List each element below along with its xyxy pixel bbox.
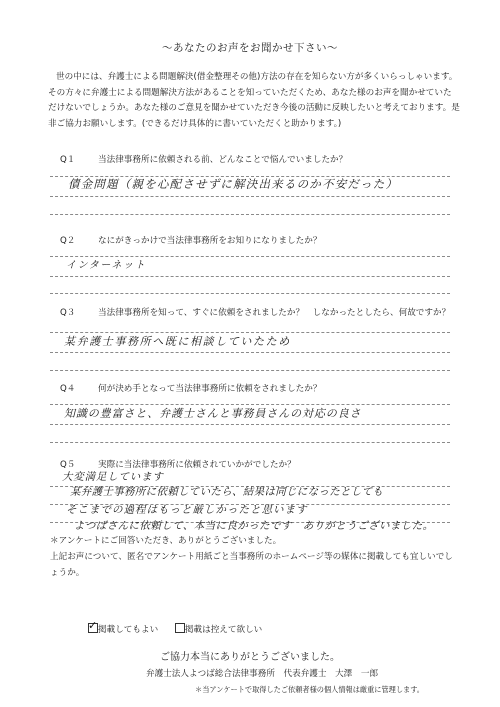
question-text: 当法律事務所を知って、すぐに依頼をされましたか？ しなかったとしたら、何故ですか？	[98, 308, 451, 318]
answer-line	[50, 214, 450, 215]
checkbox-decline[interactable]	[175, 623, 185, 633]
question-number: Q１	[60, 155, 76, 165]
consent-options	[88, 619, 263, 635]
footer-thanks: ご協力本当にありがとうございました。	[160, 652, 340, 663]
answer-5-line-4: よつばさんに依頼して、本当に良かったです ありがとうございました。	[74, 520, 434, 532]
answer-line	[50, 276, 450, 277]
answer-line	[50, 293, 450, 294]
answer-5-line-1: 大変満足しています	[62, 471, 164, 483]
question-number: Q２	[60, 236, 76, 246]
checkbox-agree[interactable]	[88, 619, 98, 633]
question-4	[60, 382, 321, 394]
thanks-note: ＊アンケートにご回答いただき、ありがとうございました。	[50, 536, 282, 546]
question-text: 何が決め手となって当法律事務所に依頼をされましたか？	[98, 384, 322, 394]
answer-line	[50, 196, 450, 197]
option-decline[interactable]	[175, 625, 262, 635]
question-text: なにがきっかけで当法律事務所をお知りになりましたか？	[98, 236, 322, 246]
answer-line	[50, 352, 450, 353]
answer-1-line-1: 債金問題（親を心配させずに解決出来るのか不安だった）	[68, 177, 399, 191]
answer-4-line-1: 知識の豊富さと、弁護士さんと事務員さんの対応の良さ	[64, 407, 362, 420]
option-agree-label: 掲載してもよい	[98, 625, 159, 635]
question-text: 実際に当法律事務所に依頼されていかがでしたか？	[98, 460, 296, 470]
question-text: 当法律事務所に依頼される前、どんなことで悩んでいましたか？	[98, 155, 348, 165]
firm-signature: 弁護士法人よつば総合法律事務所 代表弁護士 大澤 一郎	[146, 669, 379, 679]
option-agree[interactable]	[88, 619, 161, 635]
question-3	[60, 306, 450, 318]
page-title: ～あなたのお声をお聞かせ下さい～	[162, 42, 338, 54]
question-number: Q５	[60, 460, 76, 470]
question-2	[60, 234, 321, 246]
question-1	[60, 153, 347, 165]
answer-2-line-1: インターネット	[66, 260, 147, 271]
answer-3-line-1: 某弁護士事務所へ既に相談していたため	[64, 335, 291, 348]
privacy-note: ＊当アンケートで取得したご依頼者様の個人情報は厳重に管理します。	[195, 685, 424, 694]
question-number: Q４	[60, 384, 76, 394]
answer-line	[50, 442, 450, 443]
answer-line	[50, 370, 450, 371]
consent-question: 上記お声について、匿名でアンケート用紙ごと当事務所のホームページ等の媒体に掲載しても宜しいでしょうか。	[50, 552, 453, 578]
question-number: Q３	[60, 308, 76, 318]
intro-text: 世の中には、弁護士による問題解決(借金整理その他)方法の存在を知らない方が多くいらっしゃいます。その方々に弁護士による問題解決方法があることを知っていただくため、あなた様のお声を聞かせていただけないでしょうか。あなた様のご意見を聞かせていただき今後の活動に反映したいと考えております。是非ご協力お願いします。(できるだけ具体的に書いていただくと助かります。)	[48, 72, 460, 129]
option-decline-label: 掲載は控えて欲しい	[184, 625, 263, 635]
check-mark-icon: ✓	[88, 619, 98, 632]
answer-line	[50, 424, 450, 425]
answer-5-line-2: 某弁護士事務所に依頼していたら、結果は同じになったとしても	[70, 486, 384, 498]
answer-5-line-3: そこまでの過程はもっと厳しかったと思います	[66, 504, 308, 516]
